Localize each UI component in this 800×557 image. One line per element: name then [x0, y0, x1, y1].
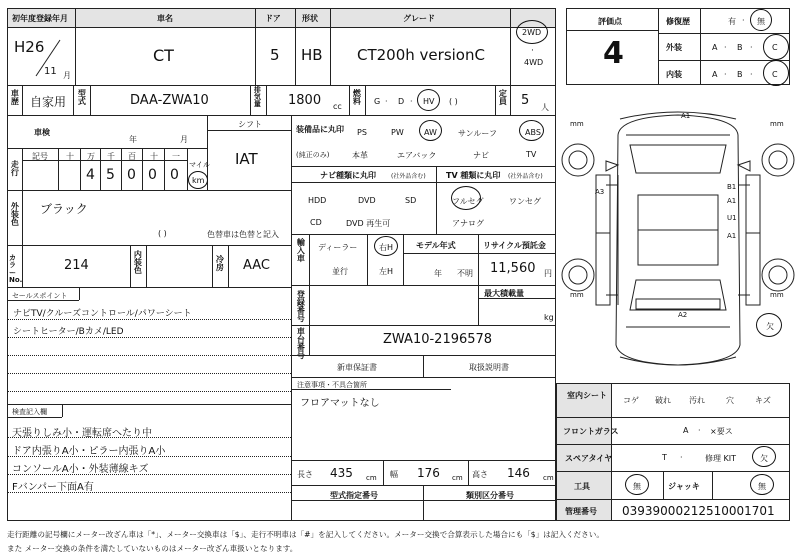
- grade-label: グレード: [403, 14, 435, 23]
- seat-burn: コゲ: [623, 396, 639, 405]
- mark-rear-a2: A2: [678, 311, 688, 319]
- class-no-label: 類別区分番号: [466, 491, 514, 500]
- shift-value: IAT: [235, 150, 258, 168]
- recycle-label: リサイクル預託金: [483, 241, 546, 250]
- height-label: 高さ: [472, 470, 488, 479]
- exterior-a: A: [712, 43, 718, 52]
- sales-point-1: ナビTV/クルーズコントロール/パワーシート: [13, 309, 192, 319]
- exterior-label: 外装: [666, 43, 682, 52]
- spare-kit: 修理 KIT: [705, 454, 737, 463]
- shape-value: HB: [301, 46, 323, 64]
- capacity-label: 定員: [498, 89, 508, 105]
- tools-value: 無: [633, 482, 641, 491]
- fuel-hv-circle: [417, 89, 440, 111]
- equipment-table-label-col: [556, 383, 612, 521]
- fuel-g: G: [374, 97, 381, 106]
- mark-front-a1: A1: [681, 112, 691, 120]
- chassis-label: 車台番号: [296, 327, 306, 359]
- type-designation-label: 型式指定番号: [330, 491, 378, 500]
- interior-label: 内装: [666, 70, 682, 79]
- mileage-km-circle: [188, 171, 208, 189]
- fuel-hv: HV: [423, 97, 435, 106]
- capacity-value: 5: [521, 93, 530, 108]
- windshield-label: フロントガラス: [563, 427, 619, 436]
- width-unit: cm: [452, 474, 463, 482]
- spare-selected-circle: [752, 446, 776, 467]
- mileage-h5: 十: [150, 152, 158, 161]
- tools-circle: [625, 474, 649, 495]
- navi-dvd-play: DVD 再生可: [346, 219, 391, 228]
- exterior-b: B: [737, 43, 743, 52]
- repair-no-circle: [750, 9, 772, 31]
- seat-tear: 破れ: [655, 396, 671, 405]
- width-label: 幅: [390, 470, 398, 479]
- model-year-label: モデル年式: [416, 241, 456, 250]
- inspector-line-2: ドア内張りA小・ピラー内張りA小: [12, 446, 166, 457]
- model-value: DAA-ZWA10: [130, 93, 209, 108]
- door-label: ドア: [265, 14, 281, 23]
- repair-label: 修復歴: [666, 17, 690, 26]
- equip-sunroof: サンルーフ: [458, 129, 497, 138]
- navi-hdd: HDD: [308, 196, 327, 205]
- tv-fullseg-circle: [451, 186, 481, 210]
- mileage-label: 走行: [10, 160, 20, 176]
- fuel-d: D: [398, 97, 405, 106]
- displacement-unit: cc: [333, 102, 342, 111]
- car-name-value: CT: [153, 46, 174, 65]
- ws-dot: ·: [698, 426, 701, 435]
- reg-no-label: 登録番号: [296, 290, 306, 322]
- equip-abs: ABS: [525, 128, 541, 137]
- tv-fullseg: フルセグ: [452, 197, 484, 206]
- model-label: 型式: [77, 89, 87, 105]
- inspector-line-4: Fバンパー下面A有: [12, 482, 94, 493]
- drive-2wd: 2WD: [522, 28, 542, 37]
- recycle-value: 11,560: [490, 261, 536, 276]
- interior-c-circle: [763, 60, 789, 86]
- equip-tv: TV: [526, 150, 537, 159]
- first-reg-era: H26: [14, 38, 45, 56]
- exterior-color-value: ブラック: [40, 202, 88, 216]
- mileage-h4: 百: [128, 152, 136, 161]
- mileage-h1: 十: [66, 152, 74, 161]
- equip-ps: PS: [357, 128, 367, 137]
- warranty-manual: 取扱説明書: [469, 363, 509, 372]
- exterior-c-circle: [763, 34, 789, 60]
- import-right-circle: [374, 236, 398, 256]
- mileage-unit-km: km: [192, 176, 205, 185]
- exterior-color-note: 色替車は色替と記入: [207, 230, 279, 239]
- repair-no: 無: [757, 17, 765, 26]
- navi-dvd: DVD: [358, 196, 376, 205]
- drive-4wd: 4WD: [524, 58, 544, 67]
- first-reg-month: 11: [44, 66, 57, 77]
- score-label: 評価点: [598, 17, 622, 26]
- inspector-line-1: 天張りしみ小・運転席へたり中: [12, 428, 152, 439]
- import-parallel: 並行: [332, 267, 348, 276]
- jack-label: ジャッキ: [668, 482, 700, 491]
- ac-label: 冷房: [215, 255, 225, 271]
- jack-value: 無: [758, 482, 766, 491]
- windshield-x: ×要ス: [710, 427, 733, 436]
- tools-label: 工具: [574, 482, 590, 491]
- mileage-h2: 万: [87, 152, 95, 161]
- mileage-h0: 記号: [32, 152, 48, 161]
- width-value: 176: [417, 466, 440, 480]
- mm-label-3: mm: [570, 291, 584, 299]
- fuel-dot2: ·: [410, 97, 413, 106]
- seat-scratch: キズ: [755, 396, 771, 405]
- length-unit: cm: [366, 474, 377, 482]
- inspector-label: 検査記入欄: [12, 408, 47, 416]
- header-label-row: [7, 8, 556, 28]
- footer-line-1: 走行距離の記号欄にメーター改ざん車は「*」、メーター交換車は「$」、走行不明車は「#」を記入してください。メーター交換で合算表示した場合にも「$」は記入ください。: [7, 530, 604, 539]
- usage-value: 自家用: [30, 95, 67, 109]
- equip-airbag: エアバック: [397, 151, 437, 160]
- sales-points-label: セールスポイント: [12, 292, 68, 300]
- exterior-color-paren: ( ): [158, 229, 167, 238]
- exterior-c: C: [772, 43, 778, 52]
- mm-label-4: mm: [770, 291, 784, 299]
- spare-t: T: [662, 453, 667, 462]
- shift-label: シフト: [238, 120, 262, 129]
- mileage-d4: 0: [148, 167, 157, 183]
- color-no-value: 214: [64, 258, 89, 273]
- seat-stain: 汚れ: [689, 396, 705, 405]
- mileage-d5: 0: [170, 167, 179, 183]
- repair-dot: ·: [742, 16, 745, 25]
- spare-label: スペアタイヤ: [565, 454, 613, 463]
- mileage-d1: 4: [86, 167, 95, 183]
- mileage-h6: 一: [172, 152, 180, 161]
- windshield-a: A: [683, 426, 689, 435]
- spare-selected: 欠: [760, 454, 768, 463]
- equip-aw: AW: [424, 128, 437, 137]
- length-value: 435: [330, 466, 353, 480]
- mark-right-a1b: A1: [727, 232, 737, 240]
- navi-label: ナビ種類に丸印: [320, 171, 376, 180]
- notes-label: 注意事項・不具合箇所: [297, 381, 367, 389]
- shaken-month-unit: 月: [180, 135, 188, 144]
- inspector-line-3: コンソールA小・外装薄線キズ: [12, 464, 149, 475]
- model-year-unknown: 不明: [457, 269, 473, 278]
- equipment-label-sub: (純正のみ): [296, 151, 330, 159]
- interior-color-label: 内装色: [133, 250, 143, 274]
- interior-seat-label: 室内シート: [567, 391, 607, 400]
- height-value: 146: [507, 466, 530, 480]
- shape-label: 形状: [302, 14, 318, 23]
- repair-yes: 有: [728, 17, 736, 26]
- spare-missing-mark: 欠: [766, 322, 774, 331]
- int-dot1: ·: [724, 70, 727, 79]
- grade-value: CT200h versionC: [357, 46, 485, 64]
- navi-sub: (社外品含む): [391, 173, 426, 180]
- chassis-value: ZWA10-2196578: [383, 332, 493, 347]
- first-reg-label: 初年度登録年月: [12, 14, 68, 23]
- import-dealer: ディーラー: [318, 243, 358, 252]
- shaken-year-unit: 年: [129, 135, 137, 144]
- jack-circle: [750, 474, 774, 495]
- fuel-dot1: ·: [385, 97, 388, 106]
- tv-oneseg: ワンセグ: [509, 197, 541, 206]
- tv-sub: (社外品含む): [508, 173, 543, 180]
- equip-pw: PW: [391, 128, 404, 137]
- tv-label: TV 種類に丸印: [446, 171, 501, 180]
- fuel-paren: ( ): [449, 97, 458, 106]
- mileage-h3: 千: [107, 152, 115, 161]
- mm-label-1: mm: [570, 120, 584, 128]
- recycle-unit: 円: [544, 269, 552, 278]
- color-no-label: カラーNo.: [9, 254, 23, 285]
- car-name-label: 車名: [157, 14, 173, 23]
- capacity-unit: 人: [541, 103, 549, 112]
- ac-value: AAC: [243, 258, 270, 273]
- drive-dot: ·: [531, 46, 534, 56]
- length-label: 長さ: [297, 470, 313, 479]
- usage-label: 車歴: [10, 89, 20, 105]
- door-value: 5: [270, 46, 280, 64]
- equip-leather: 本革: [352, 151, 368, 160]
- interior-a: A: [712, 70, 718, 79]
- first-reg-month-unit: 月: [63, 71, 71, 80]
- shaken-label: 車検: [34, 128, 50, 137]
- import-right-hand: 右H: [379, 243, 394, 252]
- fuel-label: 燃料: [352, 89, 362, 105]
- seat-hole: 穴: [726, 396, 734, 405]
- mileage-d3: 0: [127, 167, 136, 183]
- mark-right-a1: A1: [727, 197, 737, 205]
- interior-b: B: [737, 70, 743, 79]
- drive-2wd-circle: [516, 20, 548, 44]
- tv-analog: アナログ: [452, 219, 484, 228]
- sales-point-2: シートヒーター/Bカメ/LED: [13, 327, 124, 337]
- mark-left-a3: A3: [595, 188, 605, 196]
- footer-line-2: また メーター交換の条件を満たしていないものはメーター改ざん車扱いとなります。: [7, 544, 298, 553]
- interior-c: C: [772, 70, 778, 79]
- warranty-new-car: 新車保証書: [337, 363, 377, 372]
- spare-missing-circle: [756, 313, 782, 337]
- mileage-unit-mile: マイル: [189, 161, 210, 169]
- mark-right-b1: B1: [727, 183, 737, 191]
- height-unit: cm: [543, 474, 554, 482]
- spare-dot: ·: [680, 453, 683, 462]
- import-label: 輸入車: [296, 238, 306, 262]
- equip-navi: ナビ: [473, 151, 489, 160]
- score-value: 4: [603, 36, 624, 71]
- ext-dot2: ·: [750, 43, 753, 52]
- navi-sd: SD: [405, 196, 417, 205]
- mm-label-2: mm: [770, 120, 784, 128]
- max-load-unit: kg: [544, 313, 554, 322]
- equipment-label: 装備品に丸印: [296, 125, 344, 134]
- equip-aw-circle: [419, 120, 442, 141]
- notes-value: フロアマットなし: [300, 398, 380, 409]
- mark-right-u1: U1: [727, 214, 737, 222]
- equip-abs-circle: [519, 120, 544, 141]
- model-year-unit: 年: [434, 269, 442, 278]
- mileage-d2: 5: [106, 167, 115, 183]
- navi-cd: CD: [310, 218, 322, 227]
- displacement-value: 1800: [288, 93, 322, 108]
- import-left-hand: 左H: [379, 267, 394, 276]
- ext-dot1: ·: [724, 43, 727, 52]
- displacement-label: 排気量: [253, 86, 262, 107]
- int-dot2: ·: [750, 70, 753, 79]
- exterior-color-label: 外装色: [10, 202, 20, 226]
- mgmt-value: 039390002125100017​01: [622, 504, 775, 518]
- mgmt-label: 管理番号: [565, 507, 597, 516]
- max-load-label: 最大積載量: [484, 289, 524, 298]
